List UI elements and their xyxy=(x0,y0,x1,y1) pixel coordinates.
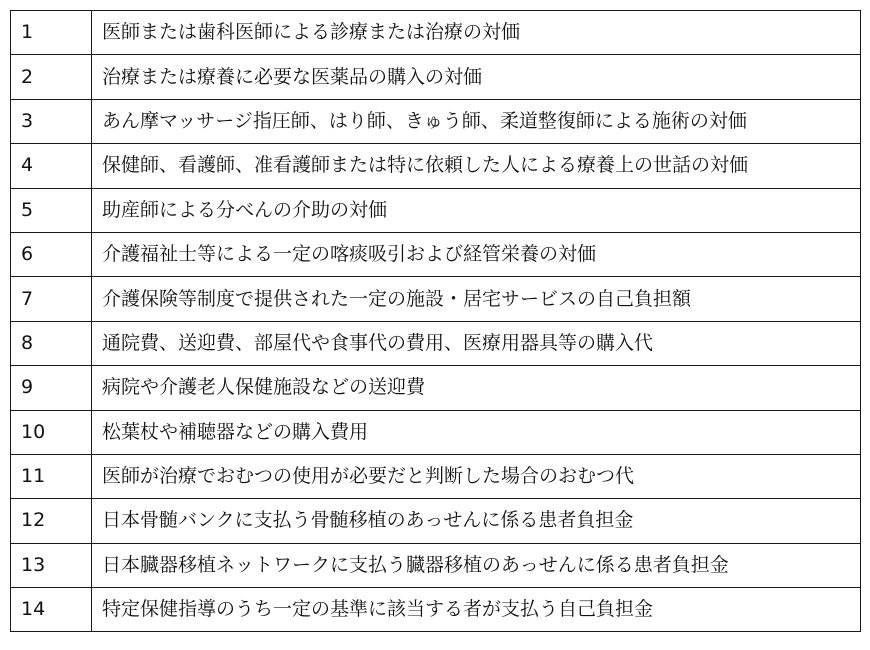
row-description: 日本骨髄バンクに支払う骨髄移植のあっせんに係る患者負担金 xyxy=(92,499,861,543)
row-description: 医師が治療でおむつの使用が必要だと判断した場合のおむつ代 xyxy=(92,454,861,498)
table-row xyxy=(11,55,861,99)
row-number: 4 xyxy=(11,144,92,188)
row-number: 1 xyxy=(11,11,92,55)
row-description: 治療または療養に必要な医薬品の購入の対価 xyxy=(92,55,861,99)
row-number: 6 xyxy=(11,232,92,276)
row-number: 2 xyxy=(11,55,92,99)
table-row xyxy=(11,11,861,55)
row-number: 9 xyxy=(11,366,92,410)
row-description: 病院や介護老人保健施設などの送迎費 xyxy=(92,366,861,410)
table-row xyxy=(11,277,861,321)
table-row xyxy=(11,188,861,232)
row-description: 介護保険等制度で提供された一定の施設・居宅サービスの自己負担額 xyxy=(92,277,861,321)
row-description: 介護福祉士等による一定の喀痰吸引および経管栄養の対価 xyxy=(92,232,861,276)
table-row xyxy=(11,144,861,188)
row-description: 助産師による分べんの介助の対価 xyxy=(92,188,861,232)
row-number: 5 xyxy=(11,188,92,232)
row-description: 特定保健指導のうち一定の基準に該当する者が支払う自己負担金 xyxy=(92,588,861,632)
row-number: 8 xyxy=(11,321,92,365)
row-number: 11 xyxy=(11,454,92,498)
row-number: 13 xyxy=(11,543,92,587)
table-row xyxy=(11,99,861,143)
row-number: 10 xyxy=(11,410,92,454)
row-number: 14 xyxy=(11,588,92,632)
medical-expense-table xyxy=(10,10,861,632)
row-number: 12 xyxy=(11,499,92,543)
table-row xyxy=(11,543,861,587)
table-row xyxy=(11,499,861,543)
table-body xyxy=(11,11,861,632)
row-description: 保健師、看護師、准看護師または特に依頼した人による療養上の世話の対価 xyxy=(92,144,861,188)
row-description: 日本臓器移植ネットワークに支払う臓器移植のあっせんに係る患者負担金 xyxy=(92,543,861,587)
row-number: 3 xyxy=(11,99,92,143)
table-row xyxy=(11,321,861,365)
row-description: 医師または歯科医師による診療または治療の対価 xyxy=(92,11,861,55)
row-description: 通院費、送迎費、部屋代や食事代の費用、医療用器具等の購入代 xyxy=(92,321,861,365)
table-row xyxy=(11,410,861,454)
row-number: 7 xyxy=(11,277,92,321)
table-row xyxy=(11,366,861,410)
table-row xyxy=(11,588,861,632)
table-row xyxy=(11,454,861,498)
row-description: あん摩マッサージ指圧師、はり師、きゅう師、柔道整復師による施術の対価 xyxy=(92,99,861,143)
table-row xyxy=(11,232,861,276)
row-description: 松葉杖や補聴器などの購入費用 xyxy=(92,410,861,454)
